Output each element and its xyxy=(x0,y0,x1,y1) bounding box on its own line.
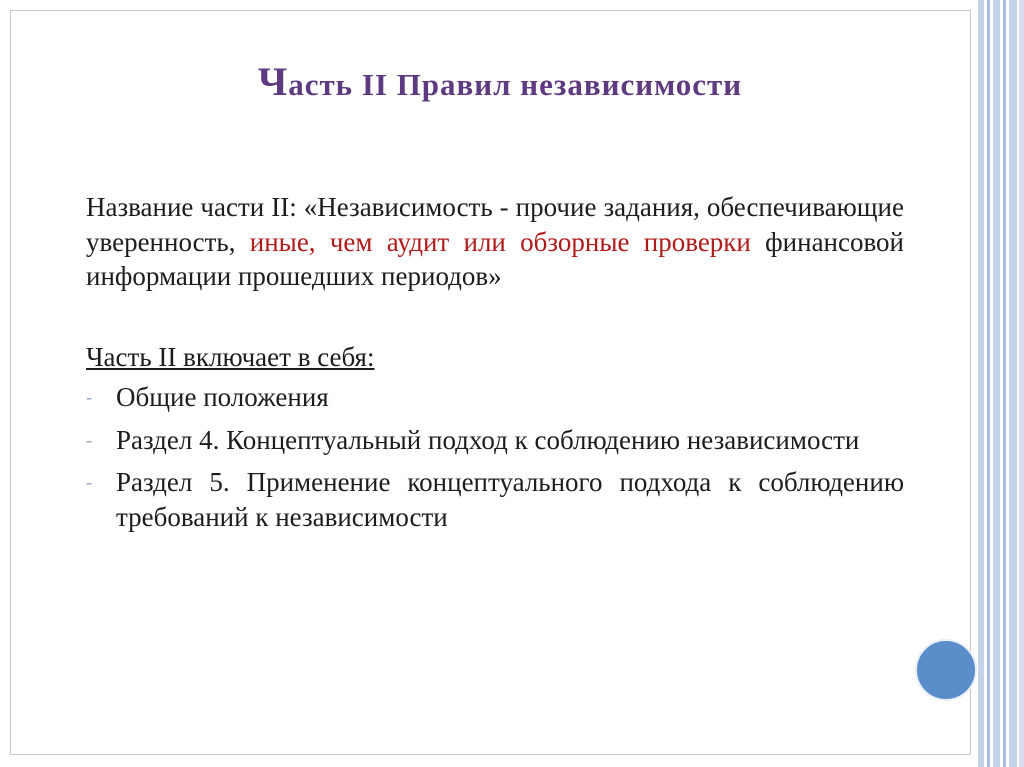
slide-title xyxy=(0,58,1000,105)
bullet-text: Раздел 5. Применение концептуального подхода к соблюдению требований к независимости xyxy=(116,467,904,532)
bullet-text: Общие положения xyxy=(116,382,329,412)
list-item xyxy=(86,380,904,415)
intro-part-a: Название части II: «Независимость - прочие задания, обеспечивающие уверенность, xyxy=(86,192,904,257)
bullet-dash: - xyxy=(86,429,92,450)
intro-paragraph xyxy=(86,190,904,294)
includes-heading: Часть II включает в себя: xyxy=(86,341,375,372)
title-text: асть II Правил независимости xyxy=(288,67,743,102)
side-stripe xyxy=(1003,0,1006,767)
side-stripe xyxy=(1019,0,1024,767)
title-initial: Ч xyxy=(257,59,289,104)
intro-part-b: финансовой информации прошедших периодов» xyxy=(86,226,904,291)
side-stripe xyxy=(993,0,1000,767)
bullet-dash: - xyxy=(86,387,92,407)
side-stripe xyxy=(978,0,984,767)
list-item xyxy=(86,423,904,458)
spacer xyxy=(86,294,904,340)
slide-body xyxy=(86,190,904,542)
side-stripe xyxy=(987,0,990,767)
bullet-text: Раздел 4. Концептуальный подход к соблюдению независимости xyxy=(116,424,860,455)
bullet-list xyxy=(86,380,904,534)
intro-highlight: иные, чем аудит или обзорные проверки xyxy=(249,226,751,257)
decorative-circle xyxy=(915,639,977,701)
list-item xyxy=(86,465,904,534)
side-stripe xyxy=(1009,0,1017,767)
bullet-dash: - xyxy=(86,472,92,492)
